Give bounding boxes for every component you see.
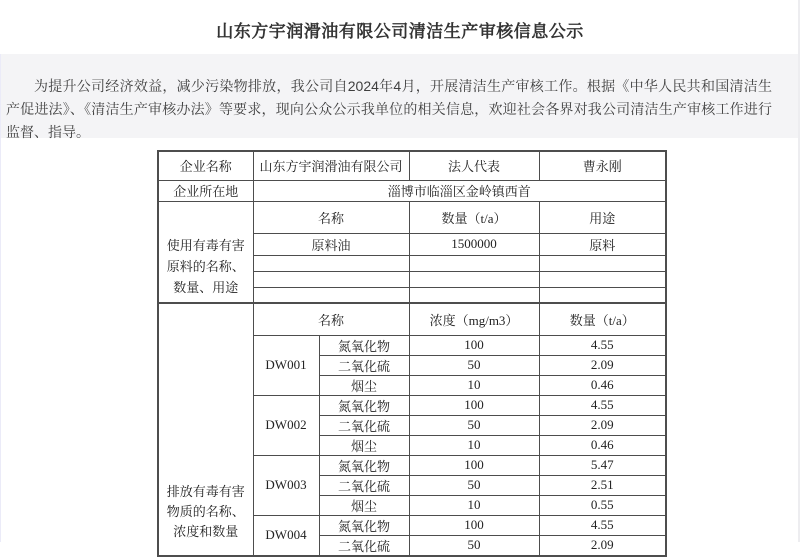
material-amount: 1500000 [409,233,539,255]
material-amount [409,287,539,303]
material-name [253,271,409,287]
pollutant-concentration: 50 [409,535,539,556]
title-band [0,0,800,54]
material-use [539,255,666,271]
materials-header-use: 用途 [539,201,666,233]
material-amount [409,255,539,271]
materials-section-label: 使用有毒有害原料的名称、数量、用途 [158,201,253,303]
pollutant-name: 氮氧化物 [319,395,409,415]
pollutant-amount: 2.09 [539,535,666,556]
legal-rep-label: 法人代表 [409,151,539,180]
pollutant-name: 二氧化硫 [319,415,409,435]
pollutant-concentration: 50 [409,475,539,495]
materials-header-name: 名称 [253,201,409,233]
pollutant-concentration: 100 [409,455,539,475]
pollutant-name: 二氧化硫 [319,355,409,375]
pollutant-amount: 0.46 [539,375,666,395]
emissions-header-name: 名称 [253,303,409,335]
page-left-edge [0,54,1,542]
pollutant-amount: 2.09 [539,415,666,435]
location-value: 淄博市临淄区金岭镇西首 [253,180,666,201]
pollutant-concentration: 100 [409,395,539,415]
page-title: 山东方宇润滑油有限公司清洁生产审核信息公示 [216,21,584,41]
audit-info-table [157,150,667,557]
location-label: 企业所在地 [158,180,253,201]
outlet-code: DW004 [253,515,319,556]
pollutant-name: 二氧化硫 [319,475,409,495]
pollutant-concentration: 10 [409,435,539,455]
pollutant-amount: 4.55 [539,395,666,415]
pollutant-amount: 4.55 [539,335,666,355]
legal-rep-value: 曹永刚 [539,151,666,180]
pollutant-name: 烟尘 [319,435,409,455]
pollutant-amount: 5.47 [539,455,666,475]
table-row [158,151,666,180]
pollutant-name: 氮氧化物 [319,455,409,475]
material-name [253,287,409,303]
outlet-code: DW001 [253,335,319,395]
pollutant-amount: 0.46 [539,435,666,455]
intro-paragraph: 为提升公司经济效益，减少污染物排放，我公司自2024年4月，开展清洁生产审核工作。根据《中华人民共和国清洁生产促进法》、《清洁生产审核办法》等要求，现向公众公示我单位的相关信息，欢迎社会各界对我公司清洁生产审核工作进行监督、指导。 [6,78,772,140]
pollutant-name: 烟尘 [319,375,409,395]
company-name-value: 山东方宇润滑油有限公司 [253,151,409,180]
pollutant-concentration: 100 [409,515,539,535]
outlet-code: DW002 [253,395,319,455]
pollutant-concentration: 100 [409,335,539,355]
material-name [253,255,409,271]
pollutant-name: 烟尘 [319,495,409,515]
pollutant-concentration: 10 [409,375,539,395]
table-row [158,180,666,201]
pollutant-amount: 2.09 [539,355,666,375]
material-amount [409,271,539,287]
outlet-code: DW003 [253,455,319,515]
material-name: 原料油 [253,233,409,255]
material-use: 原料 [539,233,666,255]
materials-header-amount: 数量（t/a） [409,201,539,233]
pollutant-name: 氮氧化物 [319,515,409,535]
pollutant-amount: 2.51 [539,475,666,495]
table-row [158,303,666,335]
material-use [539,287,666,303]
intro-band [0,54,800,138]
material-use [539,271,666,287]
emissions-section-label: 排放有毒有害物质的名称、浓度和数量 [158,303,253,556]
table-row [158,201,666,233]
pollutant-name: 氮氧化物 [319,335,409,355]
pollutant-concentration: 50 [409,415,539,435]
company-name-label: 企业名称 [158,151,253,180]
pollutant-amount: 0.55 [539,495,666,515]
pollutant-concentration: 10 [409,495,539,515]
pollutant-name: 二氧化硫 [319,535,409,556]
pollutant-concentration: 50 [409,355,539,375]
emissions-header-concentration: 浓度（mg/m3） [409,303,539,335]
emissions-header-amount: 数量（t/a） [539,303,666,335]
pollutant-amount: 4.55 [539,515,666,535]
